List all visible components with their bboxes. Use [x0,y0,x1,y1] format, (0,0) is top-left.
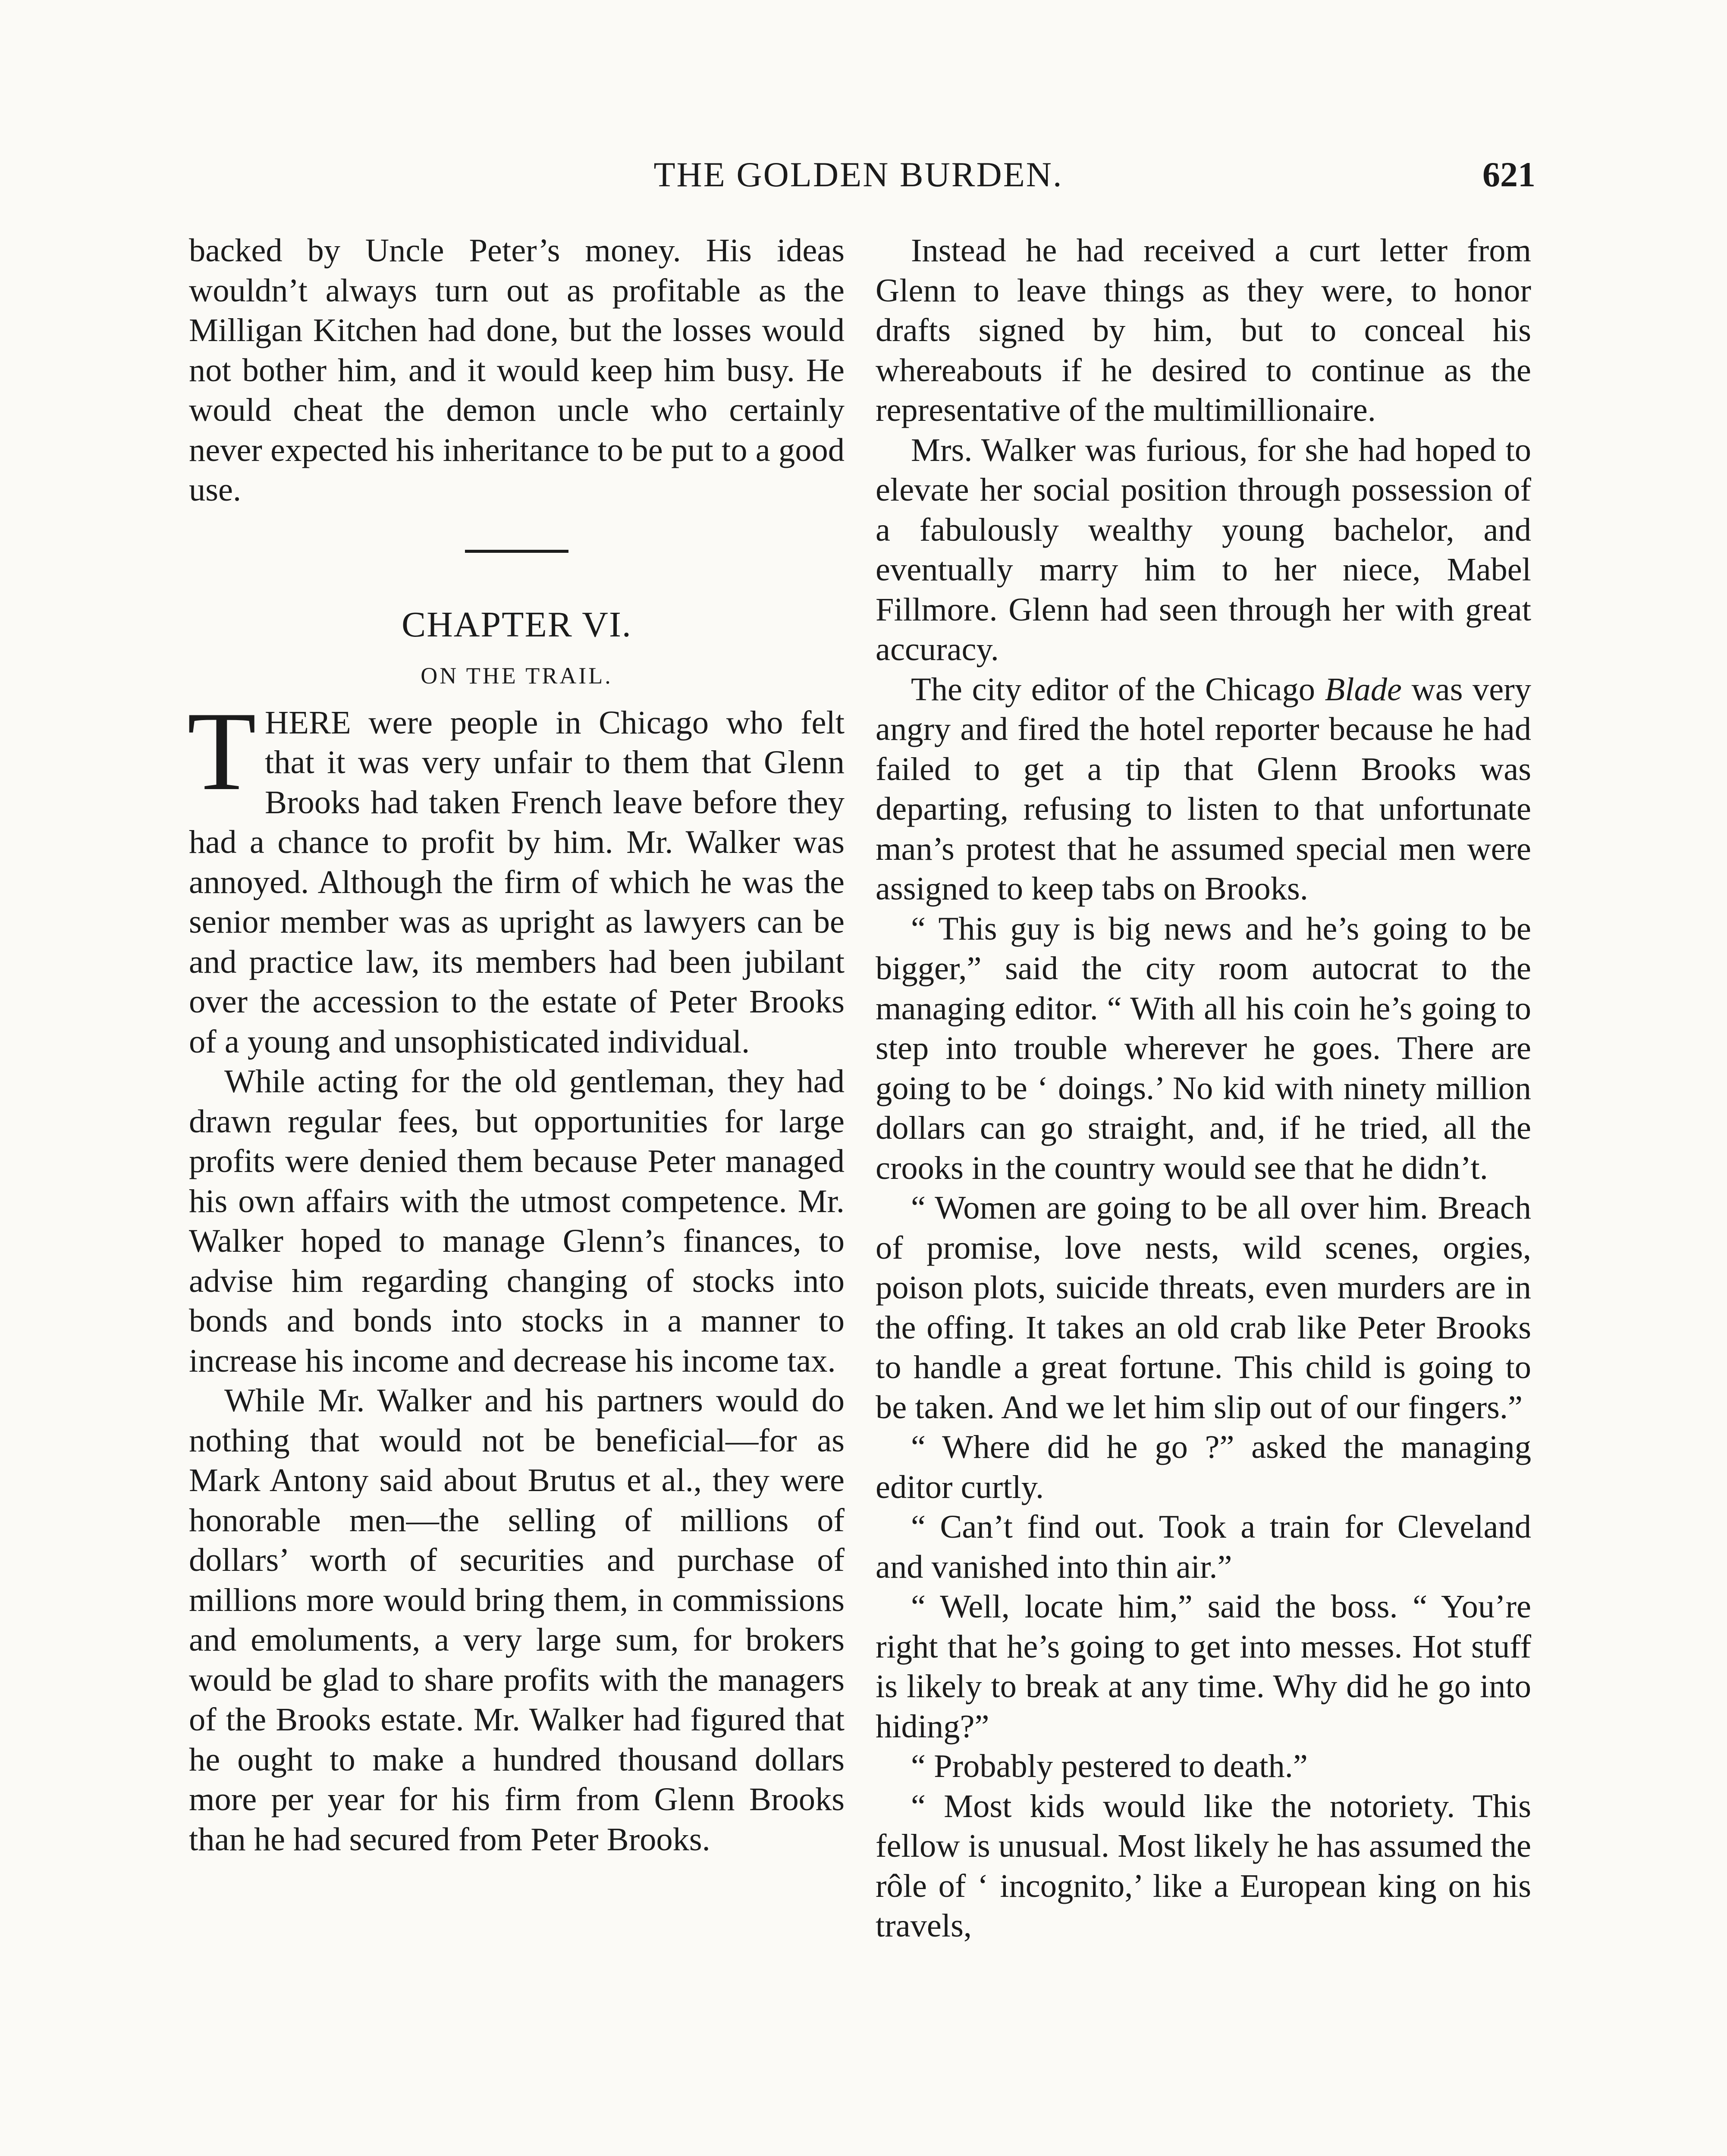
left-column [189,231,845,1859]
paragraph: While acting for the old gentleman, they had drawn regular fees, but opportunities for large profits were denied them because Peter managed his own affairs with the utmost competence. Mr. Walker hoped to manage Glenn’s finances, to advise him regarding changing of stocks into bonds and bonds into stocks in a manner to increase his income and decrease his income tax. [189,1063,845,1379]
right-column [876,231,1531,1946]
section-divider [465,550,568,553]
dialogue-paragraph: “ Well, locate him,” said the boss. “ You’re right that he’s going to get into messes. Hot stuff is likely to break at any time. Why did he go into hiding?” [876,1588,1531,1745]
paragraph: While Mr. Walker and his partners would do nothing that would not be beneficial—for as Mark Antony said about Brutus et al., they were honorable men—the selling of millions of dollars’ worth of securities and purchase of millions more would bring them, in commissions and emoluments, a very large sum, for brokers would be glad to share profits with the managers of the Brooks estate. Mr. Walker had figured that he ought to make a hundred thousand dollars more per year for his firm from Glenn Brooks than he had secured from Peter Brooks. [189,1382,845,1858]
paragraph-newspaper [876,670,1531,909]
dialogue-paragraph: “ This guy is big news and he’s going to be bigger,” said the city room autocrat to the managing editor. “ With all his coin he’s going to step into trouble wherever he goes. There are going to be ‘ doings.’ No kid with ninety million dollars can go straight, and, if he tried, all the crooks in the country would see that he didn’t. [876,910,1531,1186]
page-number: 621 [1482,155,1535,194]
chapter-subtitle: ON THE TRAIL. [421,662,613,689]
dialogue-paragraph: “ Women are going to be all over him. Breach of promise, love nests, wild scenes, orgies, poison plots, suicide threats, even murders are in the offing. It takes an old crab like Peter Brooks to handle a great fortune. This child is going to be taken. And we let him slip out of our fingers.” [876,1189,1531,1426]
paragraph-text: The city editor of the Chicago [911,671,1325,708]
dialogue-paragraph: “ Probably pestered to death.” [911,1748,1308,1784]
paragraph-text: was very angry and fired the hotel reporter because he had failed to get a tip that Glenn Brooks was departing, refusing to listen to that unfortunate man’s protest that he assumed special men were assigned to keep tabs on Brooks. [876,671,1531,907]
paragraph-continued: backed by Uncle Peter’s money. His ideas wouldn’t always turn out as profitable as the Milligan Kitchen had done, but the losses would not bother him, and it would keep him busy. He would cheat the demon uncle who certainly never expected his inheritance to be put to a good use. [189,232,845,508]
opening-paragraph-text: HERE were people in Chicago who felt that it was very unfair to them that Glenn Brooks had taken French leave before they had a chance to profit by him. Mr. Walker was annoyed. Although the firm of which he was the senior member was as upright as lawyers can be and practice law, its members had been jubilant over the accession to the estate of Peter Brooks of a young and unsophisticated individual. [189,704,845,1060]
dialogue-paragraph: “ Most kids would like the notoriety. This fellow is unusual. Most likely he has assumed the rôle of ‘ incognito,’ like a European king on his travels, [876,1787,1531,1944]
drop-cap: T [187,688,257,814]
dialogue-paragraph: “ Where did he go ?” asked the managing editor curtly. [876,1429,1531,1505]
chapter-title: CHAPTER VI. [402,604,632,645]
dialogue-paragraph: “ Can’t find out. Took a train for Cleveland and vanished into thin air.” [876,1508,1531,1585]
newspaper-name: Blade [1325,671,1402,708]
paragraph: Instead he had received a curt letter from Glenn to leave things as they were, to honor drafts signed by him, but to conceal his whereabouts if he desired to continue as the representative of the multimillionaire. [876,232,1531,428]
running-title: THE GOLDEN BURDEN. [653,155,1063,194]
running-header [181,151,1535,211]
paragraph: Mrs. Walker was furious, for she had hoped to elevate her social position through possession of a fabulously wealthy young bachelor, and eventually marry him to her niece, Mabel Fillmore. Glenn had seen through her with great accuracy. [876,431,1531,667]
opening-paragraph [187,688,845,1062]
